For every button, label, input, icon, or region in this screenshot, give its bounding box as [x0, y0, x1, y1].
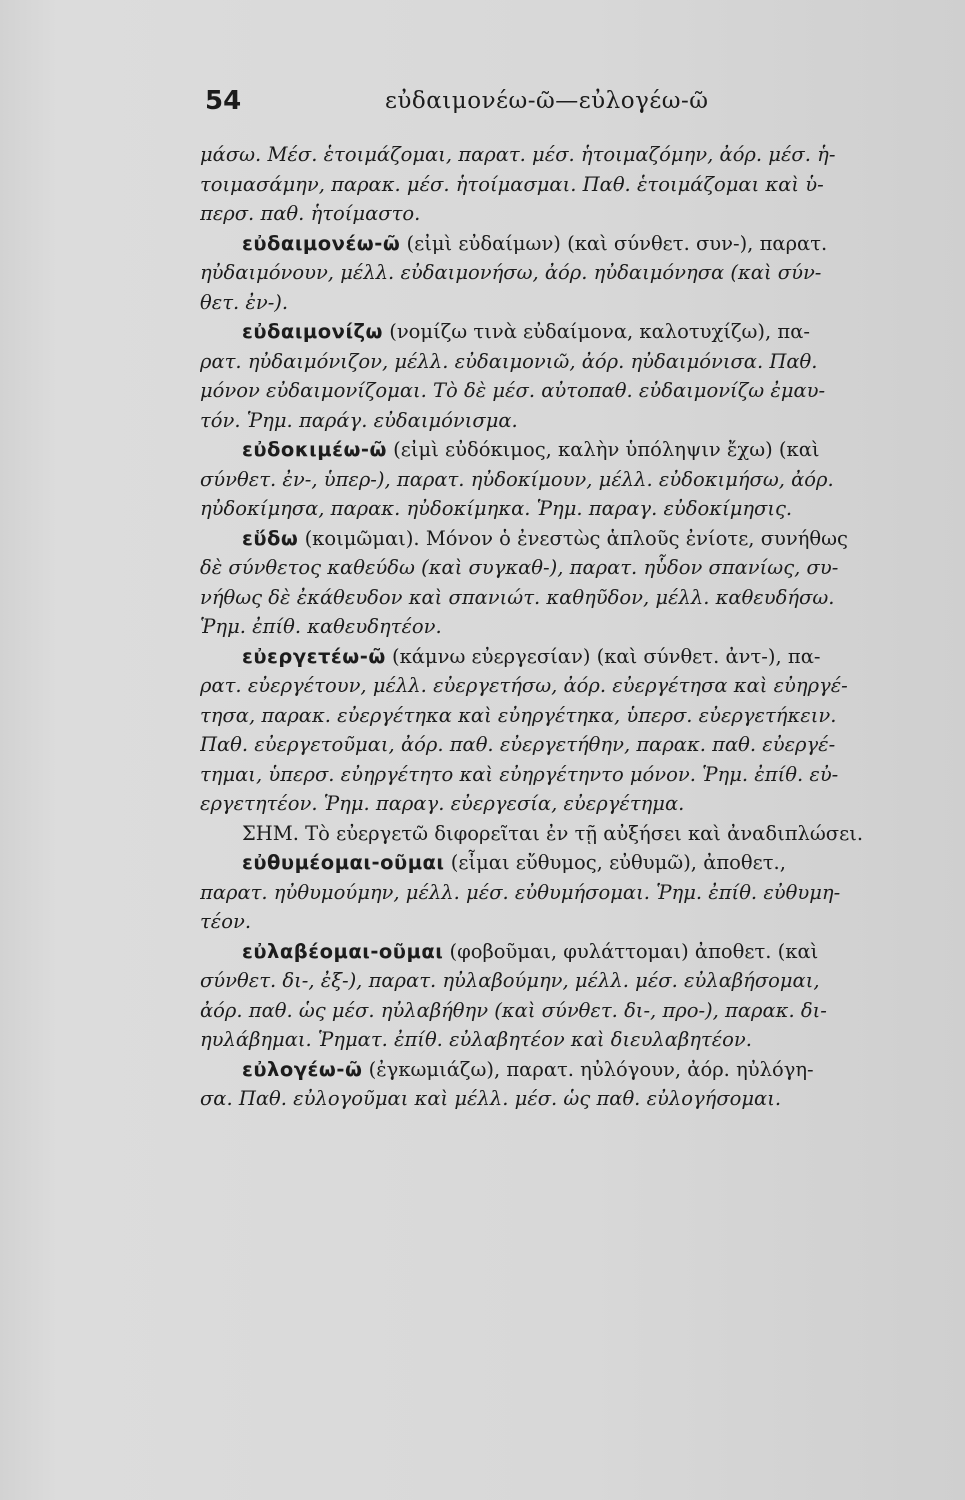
headword: εὐθυμέομαι-οῦμαι	[242, 851, 445, 874]
headword: εὐδαιμονίζω	[242, 320, 384, 343]
page-header	[0, 86, 965, 126]
entry-text: (κάμνω εὐεργεσίαν) (καὶ σύνθετ. ἀντ-), πα-	[385, 644, 821, 668]
page-number: 54	[205, 86, 242, 116]
text-line: ἀόρ. παθ. ὡς μέσ. ηὐλαβήθην (καὶ σύνθετ. δι-, προ-), παρακ. δι-	[200, 998, 827, 1022]
headword: εὐεργετέω-ῶ	[242, 644, 386, 668]
text-line: εργετητέον. Ῥημ. παραγ. εὐεργεσία, εὐεργέτημα.	[200, 792, 685, 815]
entry-line	[200, 435, 930, 465]
entry-line	[200, 229, 930, 259]
note-line: ΣΗΜ. Τὸ εὐεργετῶ διφορεῖται ἐν τῇ αὐξήσει καὶ ἀναδιπλώσει.	[242, 821, 864, 845]
dictionary-text	[200, 140, 930, 1114]
entry-text: (νομίζω τινὰ εὐδαίμονα, καλοτυχίζω), πα-	[383, 320, 811, 343]
headword: εὐδοκιμέω-ῶ	[242, 438, 387, 461]
text-line: ηὐδαιμόνουν, μέλλ. εὐδαιμονήσω, ἀόρ. ηὐδαιμόνησα (καὶ σύν-	[200, 261, 822, 284]
headword: εὕδω	[242, 526, 299, 550]
entry-text: (εἶμαι εὔθυμος, εὐθυμῶ), ἀποθετ.,	[444, 851, 786, 874]
entry-line	[200, 317, 930, 347]
headword: εὐλαβέομαι-οῦμαι	[242, 939, 444, 963]
text-line: τόν. Ῥημ. παράγ. εὐδαιμόνισμα.	[200, 408, 518, 432]
headword: εὐλογέω-ῶ	[242, 1057, 363, 1081]
entry-line	[200, 642, 930, 672]
entry-text: (φοβοῦμαι, φυλάττομαι) ἀποθετ. (καὶ	[443, 939, 819, 963]
running-head: εὐδαιμονέω-ῶ—εὐλογέω-ῶ	[385, 88, 709, 114]
text-line: Ῥημ. ἐπίθ. καθευδητέον.	[200, 615, 442, 638]
text-line: ρατ. ηὐδαιμόνιζον, μέλλ. εὐδαιμονιῶ, ἀόρ. ηὐδαιμόνισα. Παθ.	[200, 349, 818, 373]
entry-text: (κοιμῶμαι). Μόνον ὁ ἐνεστὼς ἁπλοῦς ἐνίοτε, συνήθως	[298, 526, 848, 550]
text-line: ηυλάβημαι. Ῥηματ. ἐπίθ. εὐλαβητέον καὶ διευλαβητέον.	[200, 1028, 752, 1051]
text-line: περσ. παθ. ἡτοίμαστο.	[200, 202, 421, 225]
text-line: μόνον εὐδαιμονίζομαι. Τὸ δὲ μέσ. αὐτοπαθ. εὐδαιμονίζω ἐμαυ-	[200, 379, 826, 402]
text-line: μάσω. Μέσ. ἑτοιμάζομαι, παρατ. μέσ. ἡτοιμαζόμην, ἀόρ. μέσ. ἡ-	[200, 143, 836, 166]
text-line: παρατ. ηὐθυμούμην, μέλλ. μέσ. εὐθυμήσομαι. Ῥημ. ἐπίθ. εὐθυμη-	[200, 880, 841, 904]
text-line: ηὐδοκίμησα, παρακ. ηὐδοκίμηκα. Ῥημ. παραγ. εὐδοκίμησις.	[200, 497, 793, 520]
entry-line	[200, 524, 930, 554]
entry-text: (εἰμὶ εὐδόκιμος, καλὴν ὑπόληψιν ἔχω) (καὶ	[386, 438, 820, 461]
text-line: δὲ σύνθετος καθεύδω (καὶ συγκαθ-), παρατ. ηὗδον σπανίως, συ-	[200, 556, 839, 579]
entry-text: (εἰμὶ εὐδαίμων) (καὶ σύνθετ. συν-), παρατ.	[400, 231, 828, 255]
entry-line	[200, 937, 930, 967]
entry-line	[200, 1055, 930, 1085]
text-line: τημαι, ὑπερσ. εὐηργέτητο καὶ εὐηργέτηντο μόνον. Ῥημ. ἐπίθ. εὐ-	[200, 762, 839, 786]
text-line: θετ. ἐν-).	[200, 290, 289, 314]
text-line: σύνθετ. ἐν-, ὑπερ-), παρατ. ηὐδοκίμουν, μέλλ. εὐδοκιμήσω, ἀόρ.	[200, 467, 834, 491]
text-line: τησα, παρακ. εὐεργέτηκα καὶ εὐηργέτηκα, ὑπερσ. εὐεργετήκειν.	[200, 703, 837, 727]
text-line: σα. Παθ. εὐλογοῦμαι καὶ μέλλ. μέσ. ὡς παθ. εὐλογήσομαι.	[200, 1087, 782, 1110]
text-line: τέον.	[200, 910, 252, 933]
entry-line	[200, 848, 930, 878]
text-line: ρατ. εὐεργέτουν, μέλλ. εὐεργετήσω, ἀόρ. εὐεργέτησα καὶ εὐηργέ-	[200, 674, 848, 697]
text-line: Παθ. εὐεργετοῦμαι, ἀόρ. παθ. εὐεργετήθην, παρακ. παθ. εὐεργέ-	[200, 733, 836, 756]
text-line: νήθως δὲ ἐκάθευδον καὶ σπανιώτ. καθηῦδον, μέλλ. καθευδήσω.	[200, 585, 835, 609]
text-line: τοιμασάμην, παρακ. μέσ. ἡτοίμασμαι. Παθ. ἑτοιμάζομαι καὶ ὑ-	[200, 172, 824, 196]
text-line: σύνθετ. δι-, ἐξ-), παρατ. ηὐλαβούμην, μέλλ. μέσ. εὐλαβήσομαι,	[200, 969, 820, 992]
headword: εὐδαιμονέω-ῶ	[242, 231, 401, 255]
entry-text: (ἐγκωμιάζω), παρατ. ηὐλόγουν, ἀόρ. ηὐλόγη-	[362, 1057, 814, 1081]
